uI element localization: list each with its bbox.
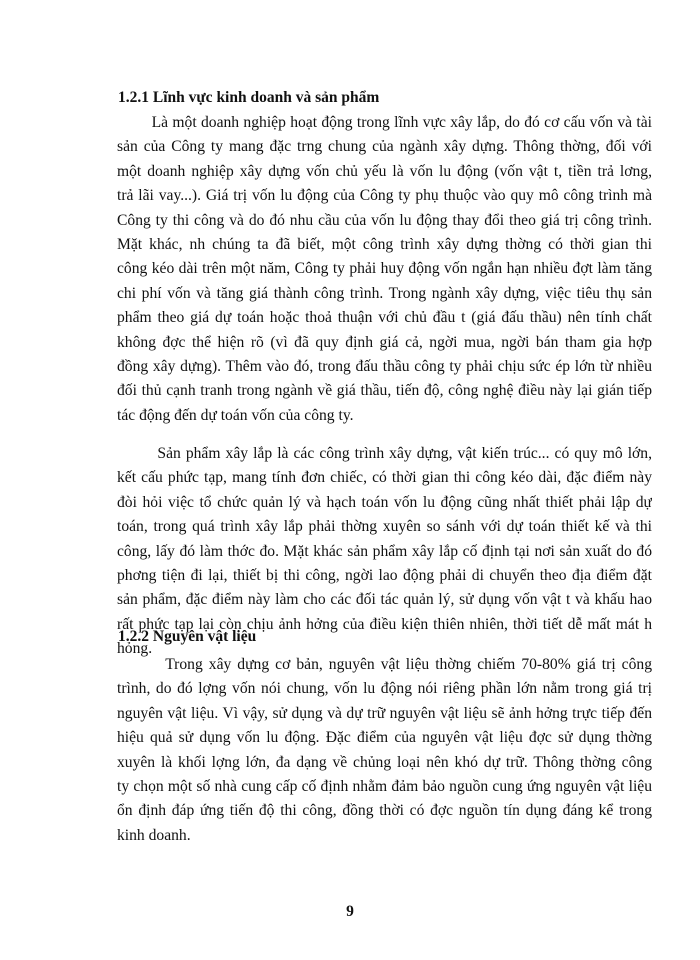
- text-line: Trong xây dựng cơ bản, nguyên vật liệu thờng chiếm 70-80% giá trị công: [117, 656, 652, 673]
- paragraph: [117, 653, 652, 848]
- section-heading: 1.2.2 Nguyên vật liệu: [118, 628, 257, 645]
- text-line: nguyên vật liệu. Vì vậy, sử dụng và dự trữ nguyên vật liệu sẽ ảnh hởng trực tiếp đến: [117, 704, 652, 722]
- text-line: tác động đến dự toán vốn của công ty.: [117, 406, 354, 424]
- text-line: công, lấy đó làm thớc đo. Mặt khác sản phẩm xây lắp cố định tại nơi sản xuất do đó: [117, 542, 652, 560]
- text-line: xuyên là khối lợng lớn, đa dạng về chủng loại nên khó dự trữ. Thông thờng công: [117, 753, 652, 771]
- text-line: một doanh nghiệp xây dựng vốn chủ yếu là vốn lu động (vốn vật t, tiền trả lơng,: [117, 162, 652, 180]
- text-line: Là một doanh nghiệp hoạt động trong lĩnh vực xây lắp, do đó cơ cấu vốn và tài: [117, 114, 652, 131]
- text-line: công kéo dài trên một năm, Công ty phải huy động vốn ngắn hạn nhiều đợt làm tăng: [117, 260, 652, 278]
- paragraph: [117, 111, 652, 428]
- text-line: không đợc thể hiện rõ (vì đã quy định giá cả, ngời mua, ngời bán tham gia hợp: [117, 333, 652, 351]
- text-line: ty chọn một số nhà cung cấp cố định nhằm đảm bảo nguồn cung ứng nguyên vật liệu: [117, 777, 652, 795]
- text-line: phơng tiện đi lại, thiết bị thi công, ngời lao động phải di chuyển theo địa điểm đặt: [117, 566, 652, 584]
- text-line: toán, trong quá trình xây lắp phải thờng xuyên so sánh với dự toán thiết kế và thi: [117, 518, 652, 536]
- text-line: phẩm theo giá dự toán hoặc thoả thuận với chủ đầu t (giá đấu thầu) nên tính chất: [117, 309, 652, 327]
- text-line: sản phẩm, đặc điểm này làm cho các đối tác quản lý, sử dụng vốn vật t và khấu hao: [117, 591, 652, 609]
- text-line: Sản phẩm xây lắp là các công trình xây dựng, vật kiến trúc... có quy mô lớn,: [117, 445, 652, 462]
- text-line: kết cấu phức tạp, mang tính đơn chiếc, có thời gian thi công kéo dài, đặc điểm này: [117, 469, 652, 487]
- text-line: trả lãi vay...). Giá trị vốn lu động của Công ty phụ thuộc vào quy mô công trình mà: [117, 187, 652, 205]
- text-line: Công ty thi công và do đó nhu cầu của vốn lu động thay đổi theo giá trị công trình.: [117, 211, 652, 229]
- text-line: sản của Công ty mang đặc trng chung của ngành xây dựng. Thông thờng, đối với: [117, 138, 652, 156]
- text-line: ổn định đáp ứng tiến độ thi công, đồng thời có đợc nguồn tín dụng đáng kể trong: [117, 802, 652, 820]
- text-line: hiệu quả sử dụng vốn lu động. Đặc điểm của nguyên vật liệu đợc sử dụng thờng: [117, 729, 652, 747]
- text-line: kinh doanh.: [117, 826, 191, 844]
- text-line: trình, do đó lợng vốn nói chung, vốn lu động nói riêng phần lớn nằm trong giá trị: [117, 680, 652, 698]
- text-line: Mặt khác, nh chúng ta đã biết, một công trình xây dựng thờng có thời gian thi: [117, 235, 652, 253]
- page-number: 9: [346, 903, 354, 920]
- text-line: đòi hỏi việc tổ chức quản lý và hạch toán vốn lu động cũng nhất thiết phải lập dự: [117, 493, 652, 511]
- text-line: đồng xây dựng). Thêm vào đó, trong đấu thầu công ty phải chịu sức ép lớn từ nhiều: [117, 357, 652, 375]
- section-heading: 1.2.1 Lĩnh vực kinh doanh và sản phẩm: [118, 89, 380, 106]
- text-line: rất phức tạp lại còn chịu ảnh hởng của điều kiện thiên nhiên, thời tiết dễ mất mát h: [117, 615, 652, 633]
- text-line: chi phí vốn và tăng giá thành công trình. Trong ngành xây dựng, việc tiêu thụ sản: [117, 284, 652, 302]
- text-line: hỏng.: [117, 640, 153, 658]
- text-line: đối thủ cạnh tranh trong ngành về giá thầu, tiến độ, công nghệ điều này lại gián tiếp: [117, 382, 652, 400]
